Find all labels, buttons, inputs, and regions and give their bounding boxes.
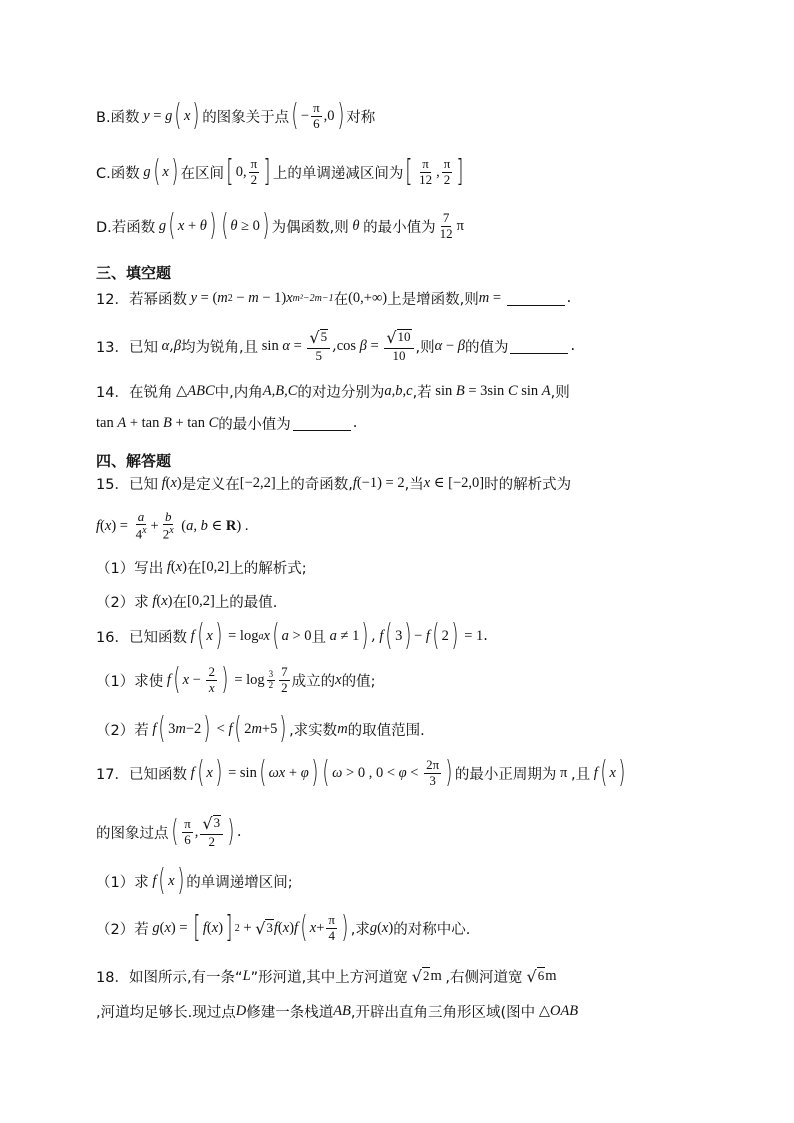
question-13: 13．已知 α , β 均为锐角,且 sin α = √ 5 5 , cos β = √ 10 10 ,则 α − β 的值为 .	[96, 328, 576, 363]
question-12: 12．若幂函数 y = ( m 2 − m − 1) x m²−2m−1 在 (0,+∞) 上是增函数,则 m = .	[96, 289, 572, 308]
question-17-part-1: （1）求 f ( x ) 的单调递增区间;	[96, 863, 293, 898]
question-14-cont: tan A + tan B + tan C 的最小值为 .	[96, 414, 358, 433]
question-15-part-1: （1）写出 f ( x ) 在 [0,2] 上的解析式;	[96, 558, 307, 577]
question-17-part-2: （2）若 g ( x ) = [ f ( x ) ] 2 + √ 3 f ( x ) f ( x + $\frac{\pi}{4}$ ) ,求 g ( x ) 的对称中心.	[96, 910, 471, 945]
answer-blank	[507, 291, 565, 306]
answer-blank	[293, 416, 351, 431]
question-15-formula: f ( x ) = $\frac{a}{4^x}$ + $\frac{b}{2^x}$ ( a, b ∈ R) .	[96, 508, 249, 542]
question-18-cont: ,河道均足够长.现过点 D 修建一条栈道 AB ,开辟出直角三角形区域(图中 △ OAB	[96, 1002, 579, 1021]
question-15: 15．已知 f ( x ) 是定义在 [−2,2] 上的奇函数, f (−1) = 2 ,当 x ∈ [−2,0] 时的解析式为	[96, 474, 572, 493]
question-15-part-2: （2）求 f ( x ) 在 [0,2] 上的最值.	[96, 592, 278, 611]
option-c: C.函数 g ( x ) 在区间 [ 0, $\frac{\pi}{2}$ ] 上的单调递减区间为 [ $\frac{\pi}{12}$ , $\frac{\pi}{2}$ ]	[96, 154, 464, 189]
question-14: 14．在锐角 △ ABC 中,内角 A,B,C 的对边分别为 a,b,c ,若 sin B = 3sin C sin A ,则	[96, 382, 570, 401]
question-16: 16．已知函数 f ( x ) = log a x ( a > 0 且 a ≠ 1 ) , f ( 3 ) − f ( 2 ) = 1 .	[96, 618, 488, 653]
question-17-cont: 的图象过点 ( $\frac{\pi}{6}$ , √ 3 2 ) .	[96, 814, 242, 849]
question-17: 17．已知函数 f ( x ) = sin ( ωx + φ ) ( ω > 0 , 0 < φ < $\frac{2\pi}{3}$ ) 的最小正周期为 π ,且 f ( x )	[96, 755, 626, 790]
question-18: 18．如图所示,有一条“ L ”形河道,其中上方河道宽 √ 2 m ,右侧河道宽 √ 6 m	[96, 966, 557, 986]
question-16-part-2: （2）若 f ( 3 m −2 ) < f ( 2 m +5 ) ,求实数 m 的取值范围.	[96, 711, 425, 746]
question-16-part-1: （1）求使 f ( x − $\frac{2}{x}$ ) = log $\frac{3}{2}$ $\frac{7}{2}$ 成立的 x 的值;	[96, 662, 376, 697]
option-b: B.函数 y = g ( x ) 的图象关于点 ( − $\frac{\pi}{6}$ ,0 ) 对称	[96, 98, 376, 133]
option-d: D.若函数 g ( x + θ ) ( θ ≥ 0 ) 为偶函数,则 θ 的最小值为 $\frac{7}{12}$ π	[96, 208, 464, 243]
section-title-solve: 四、解答题	[96, 452, 172, 470]
answer-blank	[510, 339, 568, 354]
section-title-fill-in: 三、填空题	[96, 264, 172, 282]
